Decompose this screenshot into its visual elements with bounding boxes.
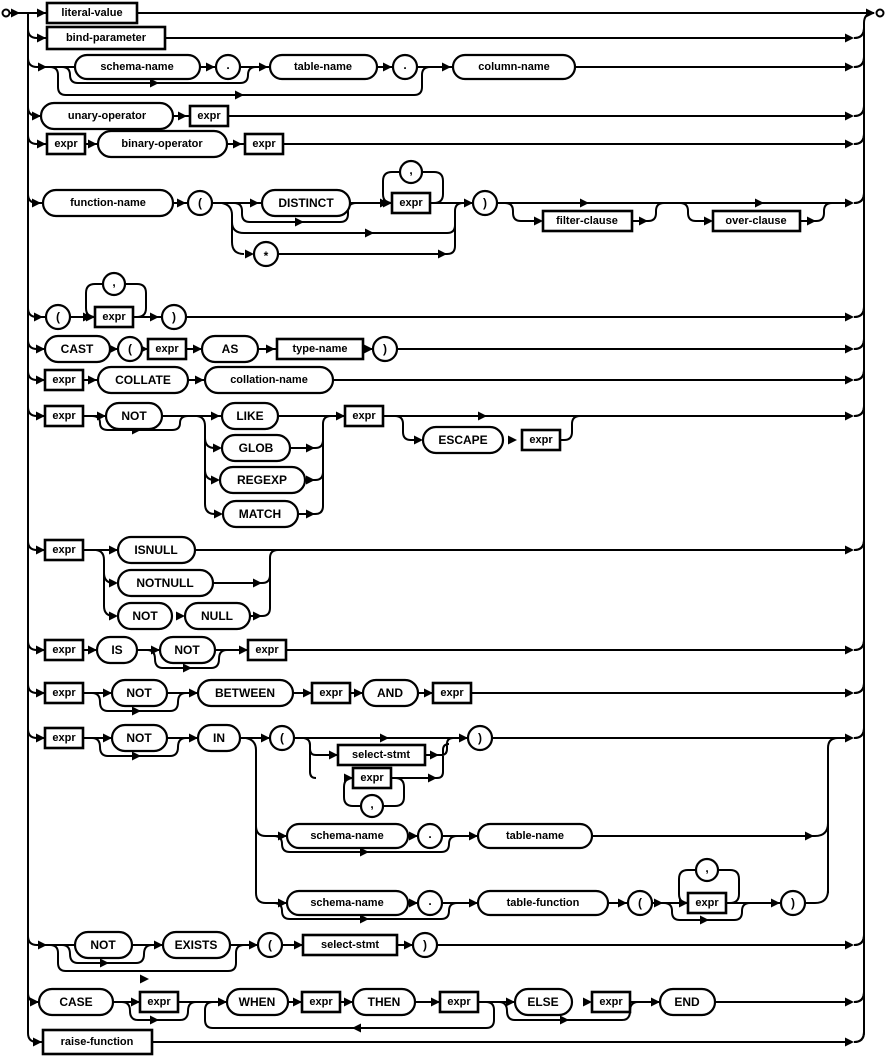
alt-exists [37,932,864,984]
label-filter-clause: filter-clause [556,215,618,227]
node-raise-function[interactable] [43,1030,152,1054]
label-like: LIKE [236,409,264,423]
node-in [198,725,240,751]
label-cast: CAST [60,342,94,356]
alt-is [36,637,864,673]
node-as [202,336,258,362]
label-expr: expr [599,996,623,1008]
node-dot-c [418,891,442,915]
label-expr: expr [147,996,171,1008]
label-escape: ESCAPE [438,433,488,447]
label-table-name: table-name [505,830,565,842]
node-not [112,680,167,706]
label-rparen: ) [172,310,176,324]
alt-raise-function [33,1030,864,1054]
label-then: THEN [367,995,401,1009]
alt-like-match [36,403,864,527]
label-select-stmt: select-stmt [351,749,411,761]
node-end [660,989,715,1015]
label-match: MATCH [238,507,282,521]
node-filter-clause[interactable] [543,211,632,231]
connector [37,284,864,317]
node-case [39,989,113,1015]
node-not [75,932,132,958]
node-comma-loop-c [696,859,718,881]
label-collate: COLLATE [115,373,171,387]
node-expr-3[interactable] [440,992,478,1012]
node-lparen [118,337,142,361]
node-comma-loop [361,795,383,817]
label-expr: expr [255,644,279,656]
alt-column-reference [37,55,864,100]
node-rparen [413,933,437,957]
label-expr: expr [319,687,343,699]
label-expr: expr [360,772,384,784]
label-type-name: type-name [292,343,348,355]
node-schema-name-b [287,824,408,848]
node-cast [45,336,110,362]
node-rparen [473,191,497,215]
label-when: WHEN [238,995,276,1009]
node-and [363,680,418,706]
end-terminal [877,10,884,17]
label-select-stmt: select-stmt [320,939,380,951]
node-select-stmt[interactable] [303,935,397,955]
alt-bind-parameter [37,27,864,49]
label-lparen: ( [268,938,272,952]
node-expr[interactable] [45,370,83,390]
node-lparen [46,305,70,329]
node-expr-2[interactable] [248,640,286,660]
label-distinct: DISTINCT [278,196,334,210]
label-glob: GLOB [238,441,274,455]
alt-function-call [32,161,864,266]
label-expr: expr [447,996,471,1008]
node-expr-2[interactable] [302,992,340,1012]
label-literal-value: literal-value [61,7,123,19]
label-expr: expr [52,544,76,556]
node-expr-2[interactable] [345,406,383,426]
label-and: AND [377,686,403,700]
alt-paren-expr-list [34,273,864,329]
node-comma-loop [400,161,422,183]
node-exists [163,932,230,958]
label-null: NULL [201,609,233,623]
node-expr-c[interactable] [688,893,726,913]
node-lparen [258,933,282,957]
node-glob [222,435,290,461]
node-lparen [188,191,212,215]
node-rparen-c [781,891,805,915]
label-expr: expr [102,311,126,323]
label-expr: expr [352,410,376,422]
node-select-stmt[interactable] [338,745,425,765]
label-expr: expr [52,732,76,744]
label-expr: expr [695,897,719,909]
label-expr: expr [52,644,76,656]
node-expr[interactable] [45,540,83,560]
label-not: NOT [90,938,116,952]
node-bind-parameter[interactable] [47,27,165,49]
node-not [106,403,162,429]
label-schema-name: schema-name [310,830,384,842]
label-rparen: ) [791,896,795,910]
node-match [223,501,298,527]
node-expr-2[interactable] [312,683,350,703]
label-dot: . [403,58,407,72]
node-literal-value[interactable] [47,3,137,23]
node-escape [423,427,503,453]
node-when [227,989,288,1015]
node-regexp [220,467,305,493]
label-lparen: ( [56,310,60,324]
label-not: NOT [126,686,152,700]
label-expr: expr [52,374,76,386]
node-rparen [162,305,186,329]
node-expr[interactable] [392,193,430,213]
alt-case [30,989,864,1033]
label-collation-name: collation-name [230,374,308,386]
label-notnull: NOTNULL [136,576,194,590]
node-expr-2[interactable] [245,134,283,154]
label-table-name: table-name [293,61,353,73]
node-table-function [478,891,608,915]
node-dot-2 [393,55,417,79]
label-expr: expr [155,343,179,355]
alt-literal-value [10,3,876,23]
node-expr[interactable] [45,728,83,748]
label-schema-name: schema-name [100,61,174,73]
label-comma: , [409,163,413,177]
label-end: END [674,995,700,1009]
node-expr-3[interactable] [433,683,471,703]
node-expr[interactable] [95,307,133,327]
right-trunk-line [854,13,874,1042]
node-star [254,242,278,266]
node-table-name-b [478,824,592,848]
label-function-name: function-name [70,197,146,209]
label-schema-name: schema-name [310,897,384,909]
node-expr[interactable] [148,339,186,359]
label-expr: expr [54,138,78,150]
alt-cast [36,336,864,362]
node-unary-operator [41,103,173,129]
node-table-name [270,55,377,79]
connector [37,728,864,920]
label-as: AS [221,342,239,356]
connector [37,935,864,971]
node-dot-1 [216,55,240,79]
node-expr-4[interactable] [592,992,630,1012]
node-function-name [43,190,173,216]
node-expr[interactable] [47,134,85,154]
node-expr[interactable] [45,640,83,660]
node-expr[interactable] [190,106,228,126]
label-in: IN [213,731,225,745]
node-expr[interactable] [45,406,83,426]
label-rparen: ) [383,342,387,356]
label-comma: , [705,861,709,875]
label-expr: expr [399,197,423,209]
label-column-name: column-name [478,61,550,73]
node-expr[interactable] [45,683,83,703]
node-rparen [468,726,492,750]
node-schema-name [75,55,200,79]
node-notnull [118,570,213,596]
node-collate [98,367,188,393]
node-between [198,680,293,706]
label-expr: expr [440,687,464,699]
label-else: ELSE [527,995,559,1009]
label-expr: expr [529,434,553,446]
label-comma: , [370,797,374,811]
label-regexp: REGEXP [236,473,288,487]
label-expr: expr [52,410,76,422]
node-expr-list[interactable] [353,768,391,788]
node-distinct [262,190,350,216]
label-rparen: ) [478,731,482,745]
node-binary-operator [98,131,227,157]
label-expr: expr [52,687,76,699]
node-lparen [270,726,294,750]
label-lparen: ( [198,196,202,210]
node-isnull [118,537,195,563]
node-schema-name-c [287,891,408,915]
label-not: NOT [121,409,147,423]
alt-null-test [36,537,864,629]
node-not [160,637,215,663]
label-lparen: ( [280,731,284,745]
node-null [185,603,250,629]
alt-in [36,725,864,925]
label-unary-operator: unary-operator [67,110,147,122]
node-expr-1[interactable] [140,992,178,1012]
label-rparen: ) [483,196,487,210]
connector [37,1032,864,1042]
label-between: BETWEEN [215,686,275,700]
node-column-name [453,55,575,79]
alt-collate [36,367,864,393]
node-dot-b [418,824,442,848]
node-type-name[interactable] [277,339,363,359]
label-lparen: ( [638,896,642,910]
label-expr: expr [252,138,276,150]
alt-between [36,680,864,716]
label-dot: . [226,58,230,72]
node-else [515,989,572,1015]
label-not: NOT [174,643,200,657]
node-not [112,725,167,751]
label-rparen: ) [423,938,427,952]
node-collation-name [205,367,333,393]
left-trunk-line [28,13,37,1042]
label-dot: . [428,894,432,908]
diagram-frame [3,10,884,1043]
label-case: CASE [59,995,93,1009]
label-expr: expr [197,110,221,122]
label-table-function: table-function [506,897,580,909]
label-binary-operator: binary-operator [121,138,203,150]
node-then [353,989,415,1015]
label-not: NOT [132,609,158,623]
label-raise-function: raise-function [60,1036,134,1048]
node-like [222,403,278,429]
node-lparen-c [628,891,652,915]
node-rparen [373,337,397,361]
node-comma-loop [103,273,125,295]
label-is: IS [111,643,123,657]
label-lparen: ( [128,342,132,356]
label-comma: , [112,275,116,289]
node-is [97,637,137,663]
start-terminal [3,10,10,17]
label-expr: expr [309,996,333,1008]
node-not [118,603,172,629]
label-dot: . [428,827,432,841]
label-over-clause: over-clause [725,215,787,227]
label-exists: EXISTS [174,938,218,952]
label-not: NOT [126,731,152,745]
node-over-clause[interactable] [713,211,800,231]
node-expr-3[interactable] [522,430,560,450]
alt-binary-operator [37,131,864,157]
label-isnull: ISNULL [134,543,178,557]
label-bind-parameter: bind-parameter [65,32,147,44]
alt-unary-operator [32,103,864,129]
label-star: * [263,249,269,263]
